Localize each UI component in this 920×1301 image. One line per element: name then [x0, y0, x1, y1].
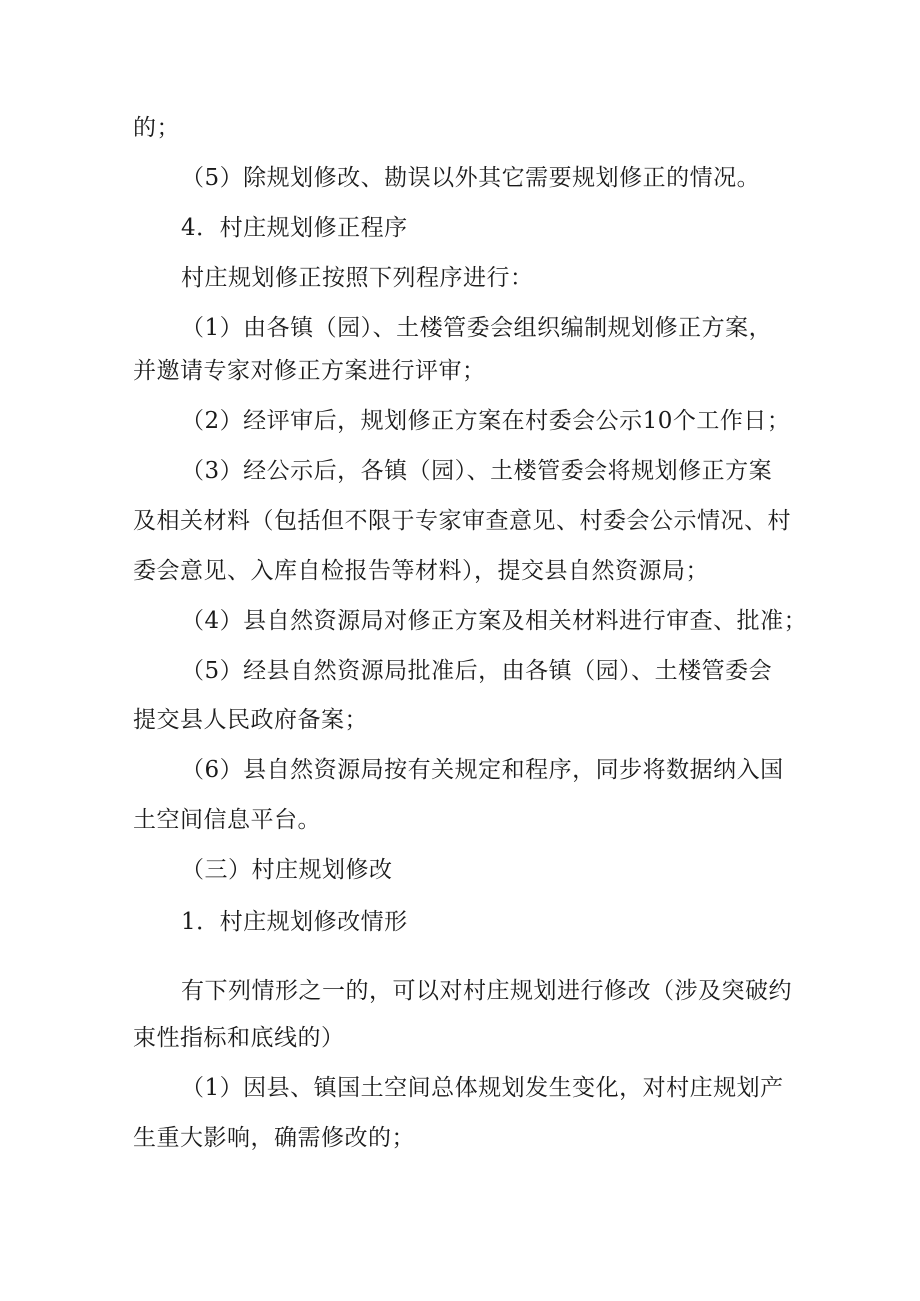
text-line: 及相关材料（包括但不限于专家审查意见、村委会公示情况、村: [133, 508, 791, 534]
text-line: 生重大影响，确需修改的；: [133, 1125, 415, 1151]
text-line: 提交县人民政府备案；: [133, 707, 368, 733]
text-line: 的；: [133, 115, 180, 141]
text-line: 村庄规划修正按照下列程序进行：: [181, 265, 534, 291]
text-line: （4）县自然资源局对修正方案及相关材料进行审查、批准；: [181, 608, 808, 634]
text-line: （3）经公示后，各镇（园）、土楼管委会将规划修正方案: [181, 458, 773, 484]
text-line: 束性指标和底线的）: [133, 1025, 345, 1051]
section-heading: （三）村庄规划修改: [181, 857, 393, 883]
text-line: 土空间信息平台。: [133, 807, 321, 833]
text-line: 并邀请专家对修正方案进行评审；: [133, 358, 486, 384]
text-line: （1）因县、镇国土空间总体规划发生变化，对村庄规划产: [181, 1075, 784, 1101]
section-heading: 1．村庄规划修改情形: [181, 909, 408, 935]
text-line: （5）经县自然资源局批准后，由各镇（园）、土楼管委会: [181, 658, 773, 684]
text-line: 委会意见、入库自检报告等材料），提交县自然资源局；: [133, 558, 709, 584]
text-line: （6）县自然资源局按有关规定和程序，同步将数据纳入国: [181, 757, 784, 783]
text-line: 有下列情形之一的，可以对村庄规划进行修改（涉及突破约: [181, 978, 792, 1004]
text-line: （1）由各镇（园）、土楼管委会组织编制规划修正方案，: [181, 315, 773, 341]
text-line: （2）经评审后，规划修正方案在村委会公示10个工作日；: [181, 408, 791, 434]
text-line: （5）除规划修改、勘误以外其它需要规划修正的情况。: [181, 165, 761, 191]
section-heading: 4．村庄规划修正程序: [181, 215, 408, 241]
